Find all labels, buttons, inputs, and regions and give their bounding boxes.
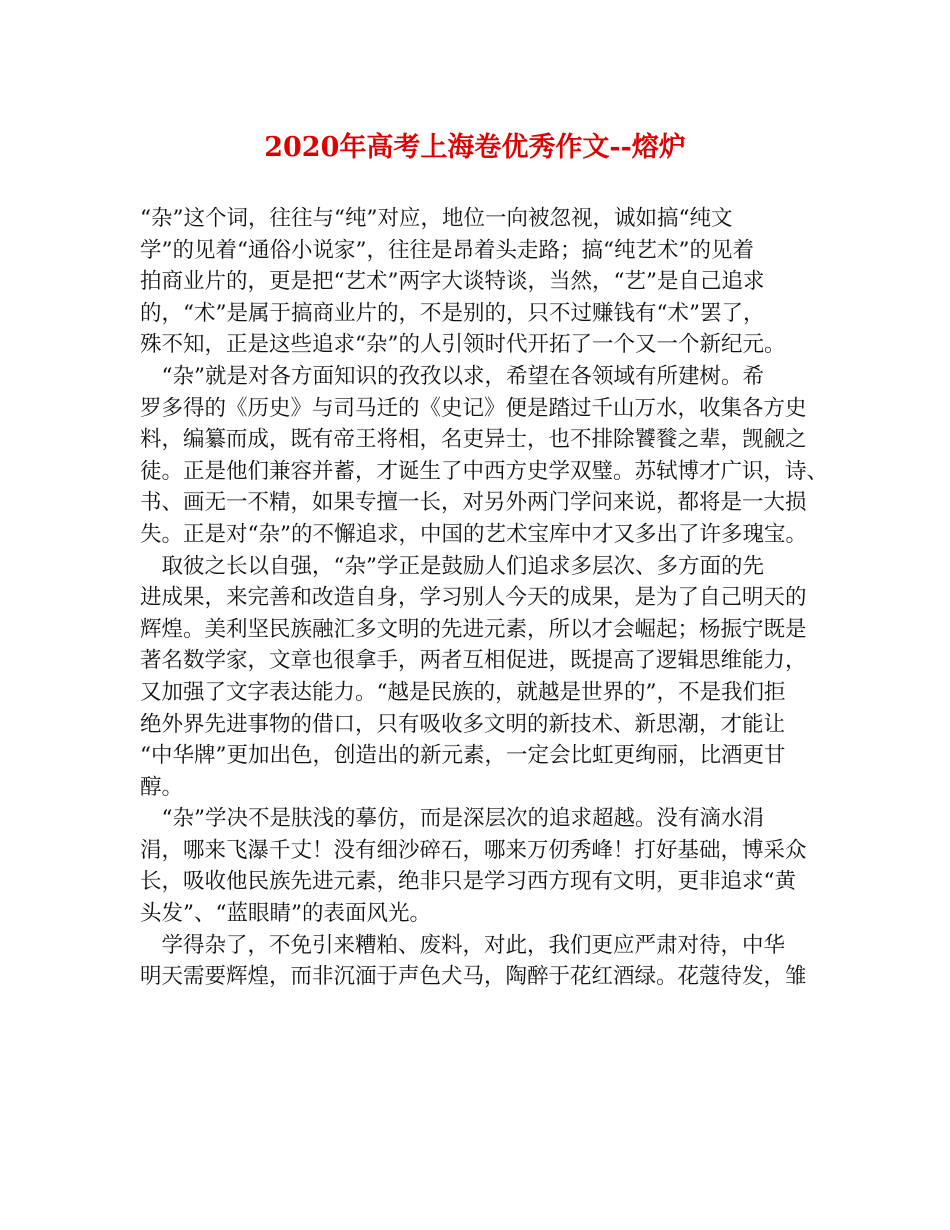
text-line: “杂”这个词，往往与“纯”对应，地位一向被忽视，诚如搞“纯文 [140,206,733,231]
text-line: “杂”就是对各方面知识的孜孜以求，希望在各领域有所建树。希 [140,363,764,389]
text-line: “杂”学决不是肤浅的摹仿，而是深层次的追求超越。没有滴水涓 [140,806,764,832]
text-line: 又加强了文字表达能力。“越是民族的，就越是世界的”，不是我们拒 [140,679,786,705]
text-line: 失。正是对“杂”的不懈追求，中国的艺术宝库中才又多出了许多瑰宝。 [140,521,807,547]
essay-body [140,203,829,993]
text-line: 学得杂了，不免引来糟粕、废料，对此，我们更应严肃对待，中华 [140,932,786,958]
text-line: 醇。 [140,774,184,800]
text-line: 长，吸收他民族先进元素，绝非只是学习西方现有文明，更非追求“黄 [140,869,796,895]
text-line: 涓，哪来飞瀑千丈！没有细沙碎石，哪来万仞秀峰！打好基础，博采众 [140,837,807,863]
text-line: 殊不知，正是这些追求“杂”的人引领时代开拓了一个又一个新纪元。 [140,332,786,358]
text-line: 取彼之长以自强，“杂”学正是鼓励人们追求多层次、多方面的先 [140,553,764,579]
text-line: 学”的见着“通俗小说家”，往往是昂着头走路；搞“纯艺术”的见着 [140,237,754,263]
text-line: 的，“术”是属于搞商业片的，不是别的，只不过赚钱有“术”罢了， [140,300,765,326]
text-line: 料，编纂而成，既有帝王将相，名吏异士，也不排除饕餮之辈，觊觎之 [140,427,807,453]
text-line: 罗多得的《历史》与司马迁的《史记》便是踏过千山万水，收集各方史 [140,395,807,421]
text-line: 著名数学家，文章也很拿手，两者互相促进，既提高了逻辑思维能力， [140,648,807,674]
text-line: 辉煌。美利坚民族融汇多文明的先进元素，所以才会崛起；杨振宁既是 [140,616,807,642]
text-line: 进成果，来完善和改造自身，学习别人今天的成果，是为了自己明天的 [140,585,807,611]
text-line: 明天需要辉煌，而非沉湎于声色犬马，陶醉于花红酒绿。花蔻待发，雏 [140,964,807,990]
text-line: “中华牌”更加出色，创造出的新元素，一定会比虹更绚丽，比酒更甘 [140,743,786,769]
text-line: 头发”、“蓝眼睛”的表面风光。 [140,901,431,927]
text-line: 绝外界先进事物的借口，只有吸收多文明的新技术、新思潮，才能让 [140,711,786,737]
text-line: 拍商业片的，更是把“艺术”两字大谈特谈，当然，“艺”是自己追求 [140,269,765,295]
text-line: 徒。正是他们兼容并蓄，才诞生了中西方史学双璧。苏轼博才广识，诗、 [140,458,829,484]
document-title: 2020年高考上海卷优秀作文--熔炉 [264,132,686,163]
text-line: 书、画无一不精，如果专擅一长，对另外两门学问来说，都将是一大损 [140,490,807,516]
